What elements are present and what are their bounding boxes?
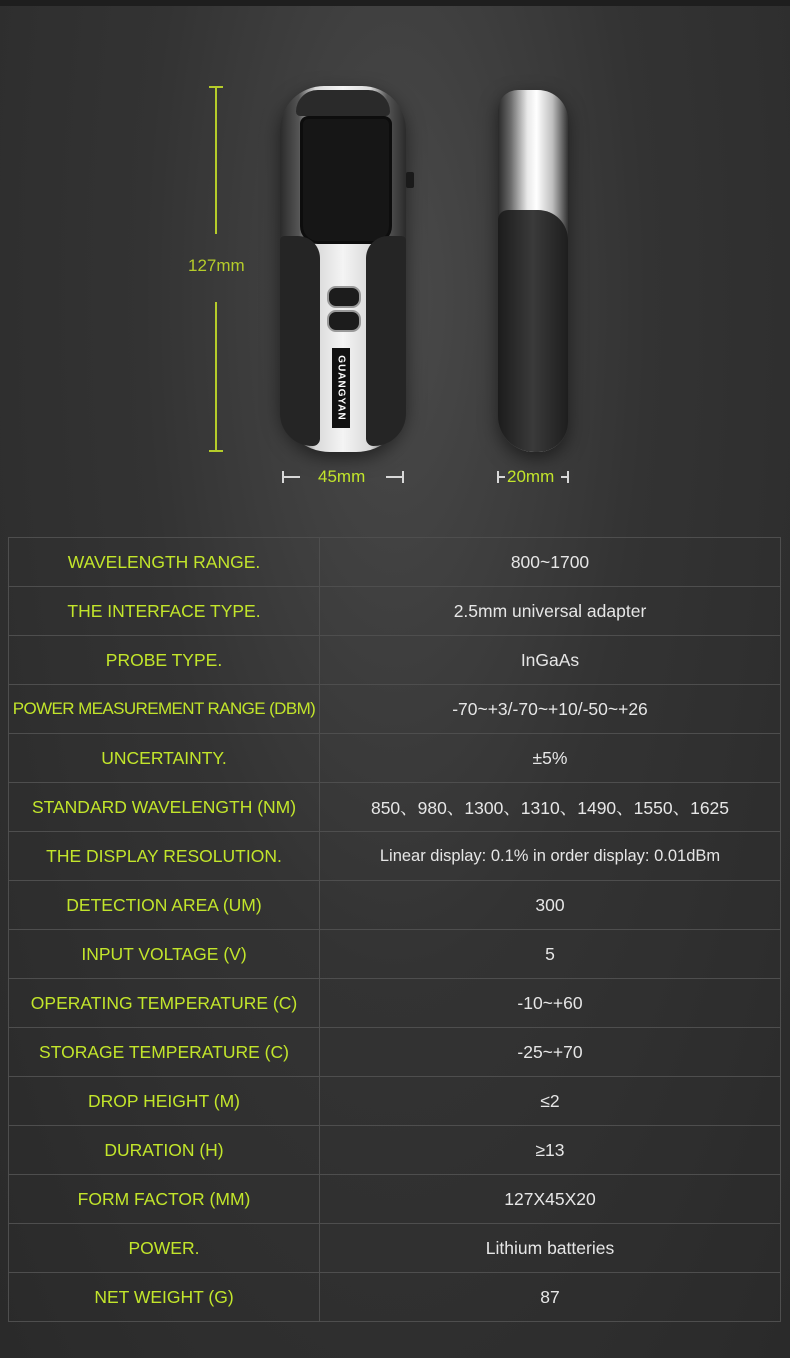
spec-value: 127X45X20 xyxy=(320,1175,781,1224)
spec-value: -25~+70 xyxy=(320,1028,781,1077)
table-row xyxy=(9,1273,781,1322)
width-dim-label: 45mm xyxy=(318,467,366,486)
height-dim-cap-bottom xyxy=(209,450,223,452)
spec-label: POWER. xyxy=(9,1224,320,1273)
table-row xyxy=(9,979,781,1028)
spec-label: UNCERTAINTY. xyxy=(9,734,320,783)
depth-dim-line-left xyxy=(497,476,505,478)
device-screen xyxy=(300,116,392,244)
table-row xyxy=(9,783,781,832)
spec-value: 5 xyxy=(320,930,781,979)
height-dim-label: 127mm xyxy=(188,256,245,275)
device-side-grip xyxy=(498,210,568,452)
top-bar xyxy=(0,0,790,6)
spec-label: NET WEIGHT (G) xyxy=(9,1273,320,1322)
spec-label: DETECTION AREA (UM) xyxy=(9,881,320,930)
height-dim-line-top xyxy=(215,86,217,234)
spec-table xyxy=(8,537,781,1322)
spec-label: OPERATING TEMPERATURE (C) xyxy=(9,979,320,1028)
spec-label: DROP HEIGHT (M) xyxy=(9,1077,320,1126)
depth-dim-label: 20mm xyxy=(507,467,555,486)
device-grip-right xyxy=(366,236,406,446)
spec-value: 87 xyxy=(320,1273,781,1322)
spec-label: STORAGE TEMPERATURE (C) xyxy=(9,1028,320,1077)
table-row xyxy=(9,881,781,930)
table-row xyxy=(9,1175,781,1224)
depth-dim-tick-right xyxy=(567,471,569,483)
spec-value: 300 xyxy=(320,881,781,930)
spec-value: ≥13 xyxy=(320,1126,781,1175)
spec-value: 2.5mm universal adapter xyxy=(320,587,781,636)
spec-value: -10~+60 xyxy=(320,979,781,1028)
device-button-bottom xyxy=(327,310,361,332)
spec-label: STANDARD WAVELENGTH (NM) xyxy=(9,783,320,832)
spec-label: THE INTERFACE TYPE. xyxy=(9,587,320,636)
spec-label: INPUT VOLTAGE (V) xyxy=(9,930,320,979)
spec-label: DURATION (H) xyxy=(9,1126,320,1175)
brand-label: GUANGYAN xyxy=(335,355,347,421)
device-side-knob xyxy=(406,172,414,188)
height-dim-line-bottom xyxy=(215,302,217,450)
table-row xyxy=(9,1028,781,1077)
table-row xyxy=(9,832,781,881)
table-row xyxy=(9,538,781,587)
device-side-view xyxy=(498,90,568,452)
device-grip-left xyxy=(280,236,320,446)
width-dim-line-left xyxy=(282,476,300,478)
device-button-top xyxy=(327,286,361,308)
table-row xyxy=(9,1077,781,1126)
width-dim-tick-right xyxy=(402,471,404,483)
spec-value: Linear display: 0.1% in order display: 0.01dBm xyxy=(320,832,781,881)
spec-value: Lithium batteries xyxy=(320,1224,781,1273)
table-row xyxy=(9,1126,781,1175)
table-row xyxy=(9,930,781,979)
spec-value: InGaAs xyxy=(320,636,781,685)
table-row xyxy=(9,636,781,685)
spec-value: -70~+3/-70~+10/-50~+26 xyxy=(320,685,781,734)
spec-value: 850、980、1300、1310、1490、1550、1625 xyxy=(320,783,781,832)
spec-label: WAVELENGTH RANGE. xyxy=(9,538,320,587)
device-front-view xyxy=(280,86,406,452)
spec-value: 800~1700 xyxy=(320,538,781,587)
spec-label: FORM FACTOR (MM) xyxy=(9,1175,320,1224)
table-row xyxy=(9,587,781,636)
spec-value: ±5% xyxy=(320,734,781,783)
spec-value: ≤2 xyxy=(320,1077,781,1126)
spec-label: PROBE TYPE. xyxy=(9,636,320,685)
table-row xyxy=(9,1224,781,1273)
device-top-cap xyxy=(296,90,390,116)
table-row xyxy=(9,685,781,734)
spec-label: THE DISPLAY RESOLUTION. xyxy=(9,832,320,881)
spec-label: POWER MEASUREMENT RANGE (DBM) xyxy=(9,685,320,734)
table-row xyxy=(9,734,781,783)
